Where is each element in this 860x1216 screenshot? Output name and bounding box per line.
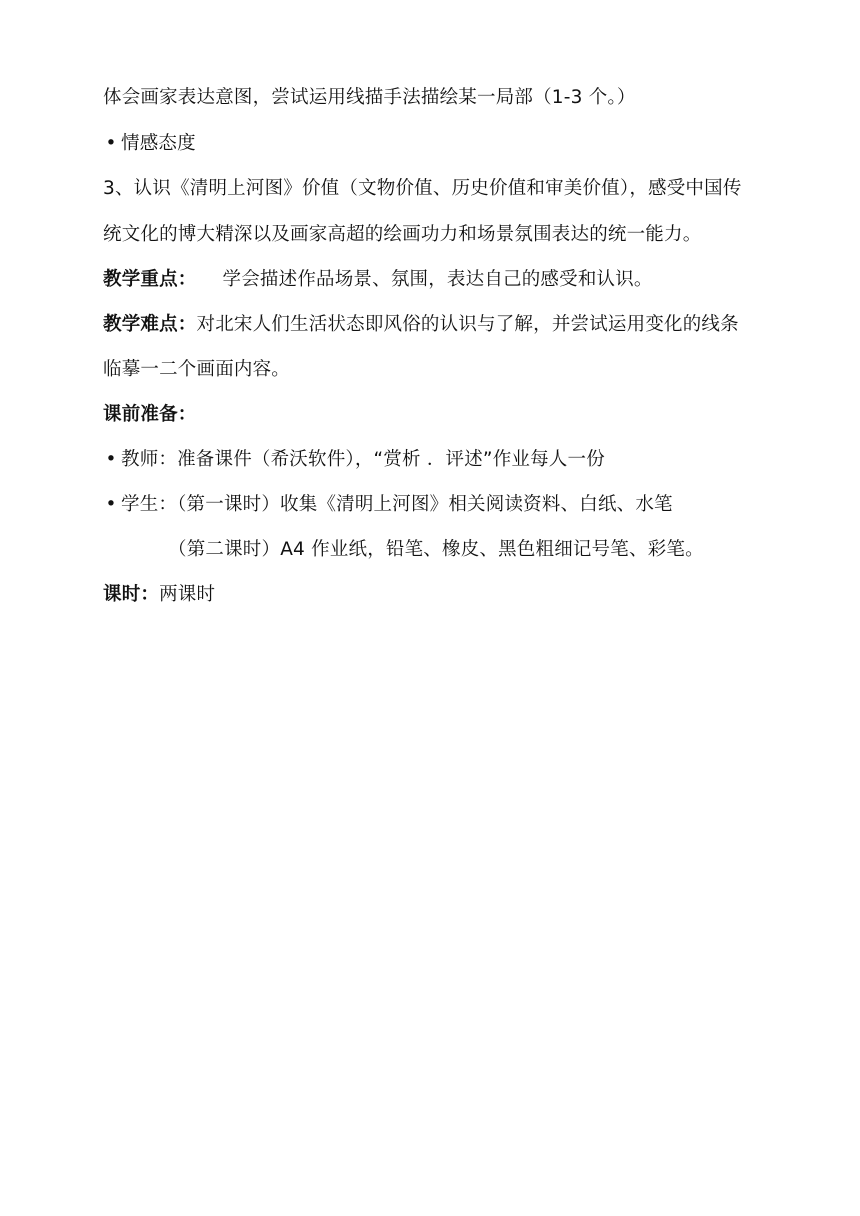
student-prep-line (103, 482, 793, 528)
teacher-prep-text: 教师：准备课件（希沃软件），“赏析 ．评述”作业每人一份 (121, 449, 605, 470)
emotion-attitude-heading (103, 121, 793, 167)
teaching-focus-line (103, 257, 793, 303)
class-hours-text: 两课时 (159, 584, 216, 605)
class-hours-label: 课时： (103, 584, 160, 605)
teaching-difficulty-line (103, 302, 793, 348)
student-prep-text: 学生：（第一课时）收集《清明上河图》相关阅读资料、白纸、水笔 (121, 494, 673, 515)
teaching-focus-text: 学会描述作品场景、氛围，表达自己的感受和认识。 (222, 269, 653, 290)
objective-drawing-text: 体会画家表达意图，尝试运用线描手法描绘某一局部（1-3 个。） (103, 87, 636, 108)
teaching-difficulty-text: 对北宋人们生活状态即风俗的认识与了解，并尝试运用变化的线条 (196, 314, 739, 335)
value-objective-text-1: 3、认识《清明上河图》价值（文物价值、历史价值和审美价值），感受中国传 (103, 178, 742, 199)
teacher-prep-line (103, 437, 793, 483)
teaching-difficulty-text-2: 临摹一二个画面内容。 (103, 359, 291, 380)
value-objective-line-2 (103, 212, 793, 258)
preparation-label: 课前准备： (103, 404, 197, 425)
preparation-heading (103, 392, 793, 438)
value-objective-text-2: 统文化的博大精深以及画家高超的绘画功力和场景氛围表达的统一能力。 (103, 224, 702, 245)
student-prep-text-2: （第二课时）A4 作业纸，铅笔、橡皮、黑色粗细记号笔、彩笔。 (168, 539, 704, 560)
bullet-icon: • (105, 449, 117, 470)
bullet-icon: • (105, 133, 117, 154)
value-objective-line-1 (103, 166, 793, 212)
objective-drawing-line (103, 75, 793, 121)
bullet-icon: • (105, 494, 117, 515)
emotion-attitude-text: 情感态度 (121, 133, 196, 154)
class-hours-line (103, 572, 793, 618)
teaching-focus-label: 教学重点： (103, 269, 197, 290)
teaching-difficulty-label: 教学难点： (103, 314, 197, 335)
teaching-difficulty-continued (103, 347, 793, 393)
student-prep-line-2 (168, 527, 858, 573)
